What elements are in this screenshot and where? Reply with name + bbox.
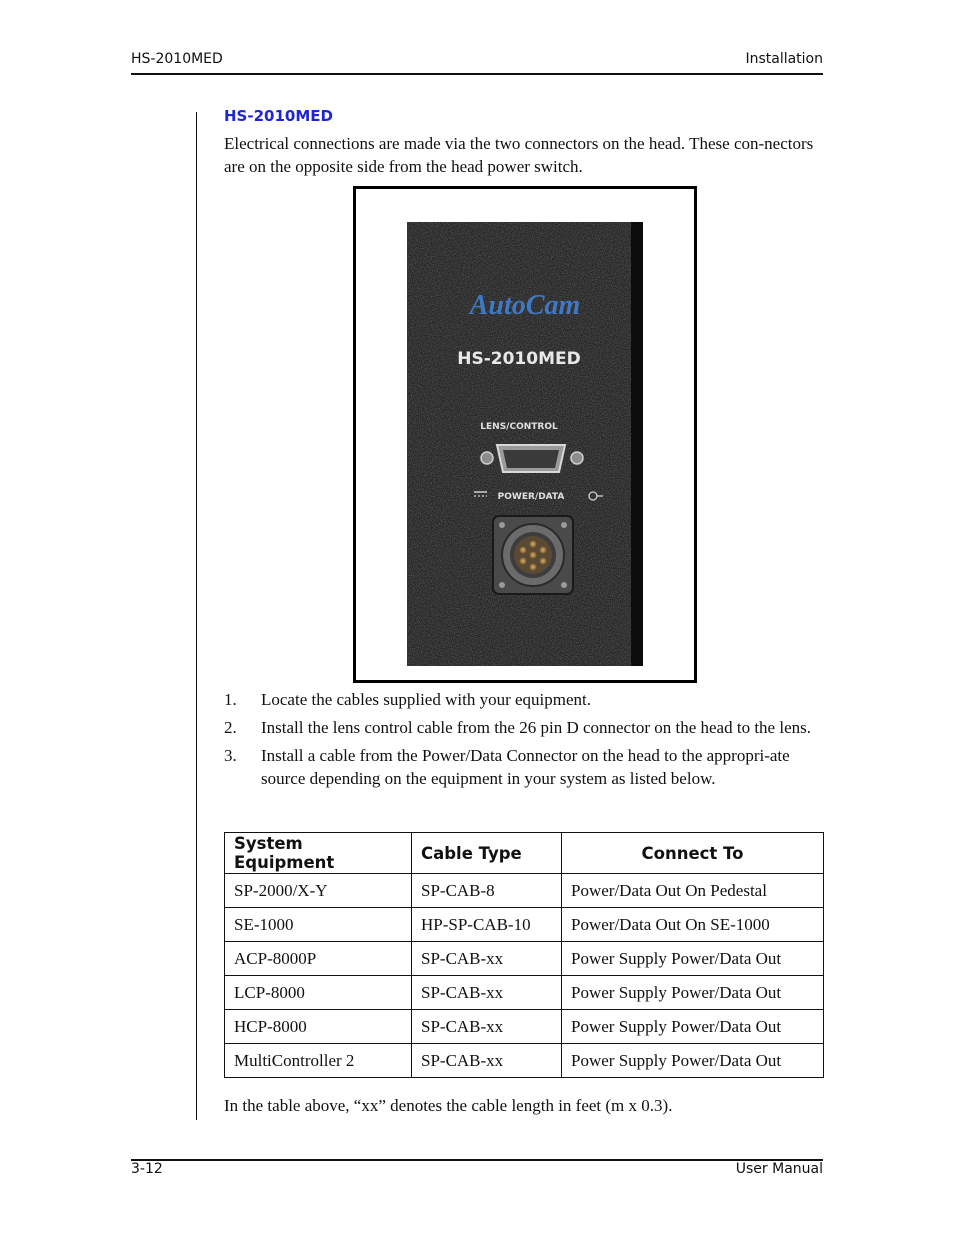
cell-connect-to: Power/Data Out On SE-1000 [562, 908, 824, 942]
table-row [225, 908, 824, 942]
table-note: In the table above, “xx” denotes the cable length in feet (m x 0.3). [224, 1096, 673, 1115]
brand-logo: AutoCam [469, 290, 581, 321]
cell-system-equipment: SE-1000 [225, 908, 412, 942]
table-row [225, 1010, 824, 1044]
cell-system-equipment: MultiController 2 [225, 1044, 412, 1078]
step-number: 3. [224, 746, 237, 765]
cell-connect-to: Power/Data Out On Pedestal [562, 874, 824, 908]
step-number: 2. [224, 718, 237, 737]
cell-system-equipment: ACP-8000P [225, 942, 412, 976]
cell-cable-type: SP-CAB-xx [412, 1044, 562, 1078]
cell-system-equipment: HCP-8000 [225, 1010, 412, 1044]
power-data-label: POWER/DATA [497, 492, 565, 502]
cell-connect-to: Power Supply Power/Data Out [562, 1010, 824, 1044]
cell-connect-to: Power Supply Power/Data Out [562, 1044, 824, 1078]
model-label: HS-2010MED [457, 349, 581, 369]
cell-cable-type: SP-CAB-8 [412, 874, 562, 908]
column-header-cable-type: Cable Type [412, 833, 562, 874]
connector-figure [353, 186, 697, 683]
column-header-connect-to: Connect To [562, 833, 824, 874]
step-item [224, 689, 824, 712]
section-title: HS-2010MED [224, 107, 333, 125]
header-rule [131, 73, 823, 75]
footer-right: User Manual [735, 1161, 823, 1177]
intro-paragraph: Electrical connections are made via the two connectors on the head. These con-nectors are on the opposite side from the head power switch. [224, 134, 814, 176]
step-item [224, 717, 824, 740]
page-number: 3-12 [131, 1161, 163, 1177]
change-bar [196, 112, 197, 1120]
step-text: Locate the cables supplied with your equipment. [261, 690, 591, 709]
panel-edge [631, 222, 643, 666]
installation-steps [224, 689, 824, 796]
cell-cable-type: SP-CAB-xx [412, 942, 562, 976]
cable-table [224, 832, 824, 1078]
lens-control-label: LENS/CONTROL [480, 422, 558, 432]
step-text: Install a cable from the Power/Data Connector on the head to the appropri-ate source depending on the equipment in your system as listed below. [261, 746, 790, 788]
step-text: Install the lens control cable from the 26 pin D connector on the head to the lens. [261, 718, 811, 737]
circular-power-connector-icon [493, 516, 573, 594]
step-item [224, 745, 824, 790]
cell-system-equipment: SP-2000/X-Y [225, 874, 412, 908]
cell-cable-type: HP-SP-CAB-10 [412, 908, 562, 942]
header-right: Installation [745, 51, 823, 67]
cell-system-equipment: LCP-8000 [225, 976, 412, 1010]
header-left: HS-2010MED [131, 51, 223, 67]
table-header-row [225, 833, 824, 874]
cell-connect-to: Power Supply Power/Data Out [562, 942, 824, 976]
column-header-system-equipment: System Equipment [225, 833, 412, 874]
footer-rule [131, 1159, 823, 1161]
table-row [225, 874, 824, 908]
step-number: 1. [224, 690, 237, 709]
cell-connect-to: Power Supply Power/Data Out [562, 976, 824, 1010]
cell-cable-type: SP-CAB-xx [412, 1010, 562, 1044]
connector-panel-photo [407, 222, 643, 666]
table-row [225, 976, 824, 1010]
table-row [225, 1044, 824, 1078]
cell-cable-type: SP-CAB-xx [412, 976, 562, 1010]
table-row [225, 942, 824, 976]
